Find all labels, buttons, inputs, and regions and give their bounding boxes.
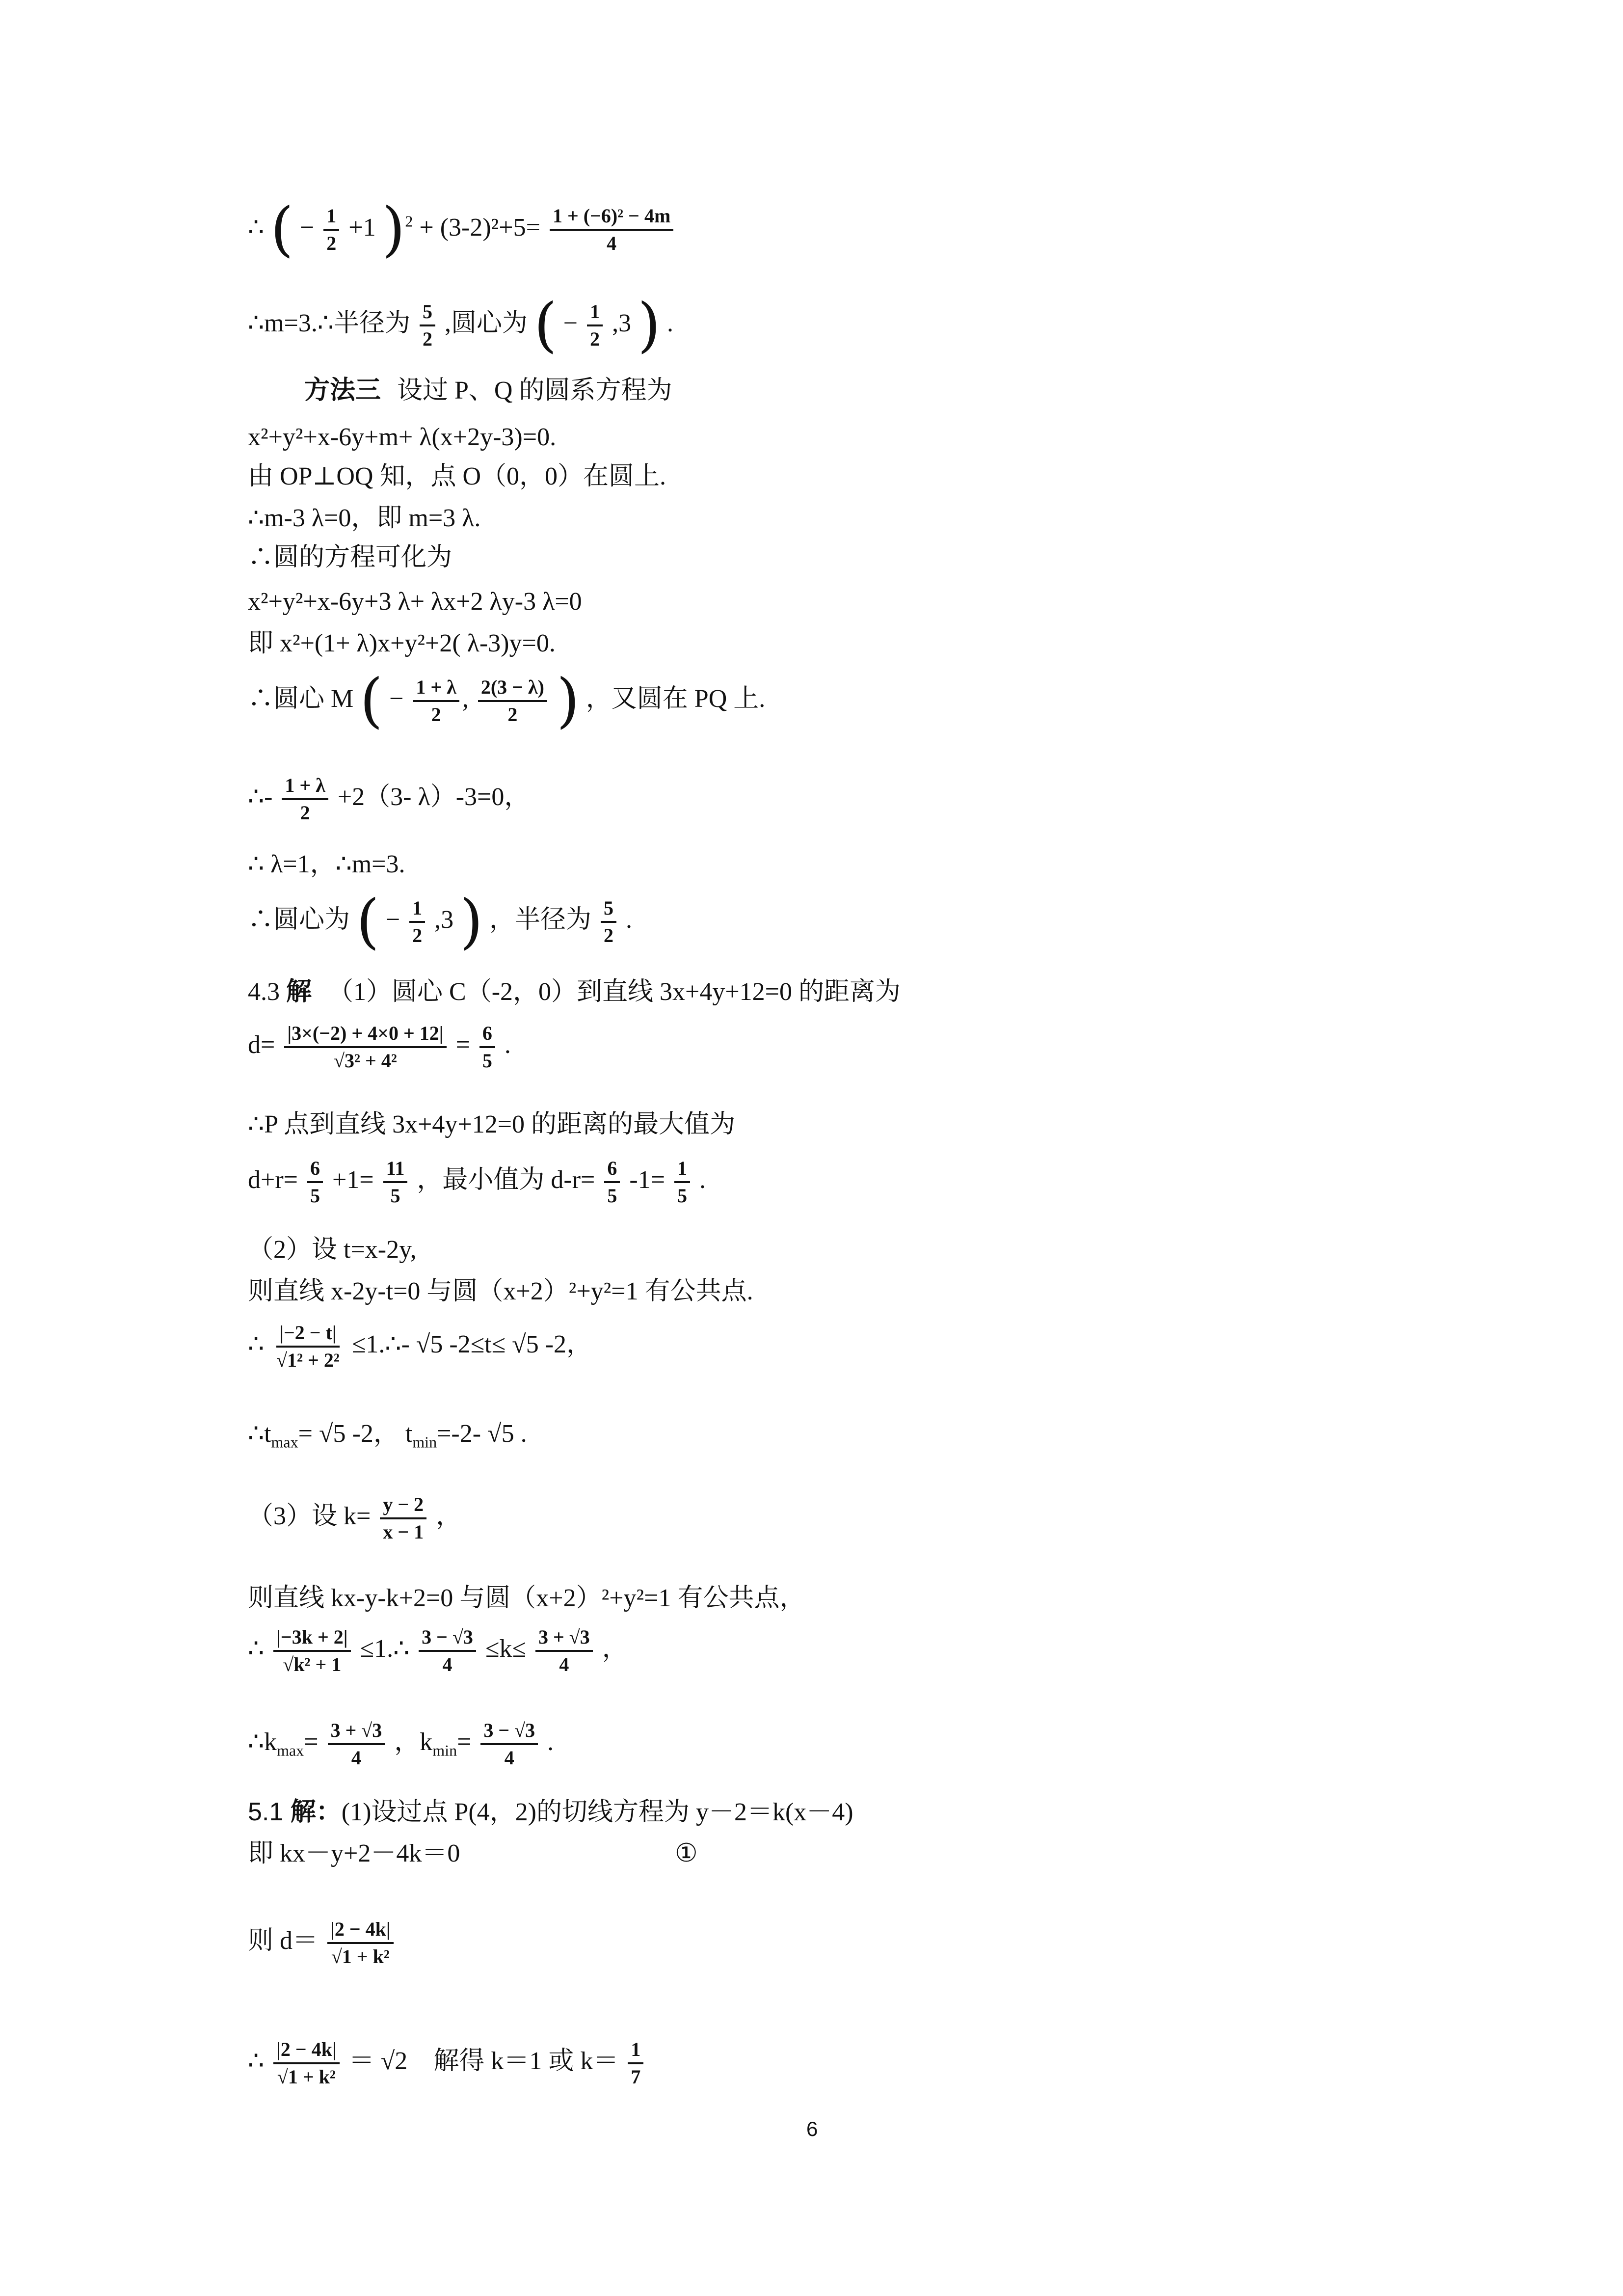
frac-num: |2 − 4k| [327, 1919, 394, 1944]
frac-den: 2 [507, 703, 518, 726]
left-paren: ( [270, 195, 293, 264]
text: ， [602, 1634, 628, 1663]
text: ∴ [248, 1330, 265, 1358]
frac-den: 2 [590, 328, 600, 350]
frac-den: √1² + 2² [276, 1349, 340, 1371]
text: ,3 [612, 309, 632, 337]
frac-num: 5 [601, 898, 616, 923]
fraction-rhs [550, 206, 673, 253]
text: . [547, 1728, 554, 1756]
subscript: min [412, 1433, 437, 1451]
sqrt-five: √5 [487, 1420, 514, 1448]
frac-num: |−2 − t| [276, 1323, 340, 1348]
fraction-distance [284, 1024, 446, 1071]
right-paren: ) [460, 888, 483, 956]
frac-den: 7 [631, 2066, 641, 2088]
fraction-radius [601, 898, 616, 945]
frac-den: 2 [300, 802, 310, 824]
page-number: 6 [806, 2117, 818, 2140]
text: ≤1.∴ [360, 1634, 410, 1663]
fraction [273, 2040, 340, 2087]
minus-sign: − [385, 905, 400, 934]
frac-den: √3² + 4² [334, 1050, 397, 1072]
text: = [455, 1030, 470, 1059]
eq-line-5: 由 OP⊥OQ 知，点 O（0，0）在圆上. [248, 462, 666, 490]
frac-num: 1 [323, 206, 339, 231]
text: . [666, 309, 673, 337]
frac-num: 3 + √3 [535, 1627, 593, 1652]
text: d= [248, 1030, 275, 1059]
eq-line-9: 即 x²+(1+ λ)x+y²+2( λ-3)y=0. [248, 629, 556, 657]
frac-den: 2 [422, 328, 432, 350]
eq-line-17 [248, 1159, 706, 1206]
text: （3）设 k= [248, 1502, 371, 1530]
frac-den: 2 [326, 232, 337, 254]
text: ，最小值为 d-r= [417, 1165, 595, 1194]
text: ∴圆心 M [248, 684, 354, 713]
frac-den: 4 [559, 1653, 569, 1675]
fraction [273, 1323, 343, 1370]
frac-num: 5 [420, 302, 435, 326]
text: ∴k [248, 1728, 277, 1756]
text: . [520, 1420, 527, 1448]
text: = [457, 1728, 472, 1756]
eq-line-7: ∴圆的方程可化为 [248, 543, 452, 571]
eq-line-11 [248, 776, 530, 823]
fraction-half [409, 898, 425, 945]
text: ≤k≤ [485, 1634, 526, 1663]
text: ∴圆心为 [248, 905, 350, 934]
eq-line-1 [248, 195, 676, 264]
eq-line-8: x²+y²+x-6y+3 λ+ λx+2 λy-3 λ=0 [248, 588, 582, 616]
text: . [504, 1030, 511, 1059]
frac-num: 3 + √3 [328, 1721, 385, 1745]
eq-line-18: （2）设 t=x-2y, [248, 1236, 417, 1264]
frac-den: 4 [504, 1747, 514, 1769]
solution-label: 解： [290, 1798, 342, 1826]
frac-den: √1 + k² [277, 2066, 336, 2088]
fraction [604, 1159, 620, 1206]
text: d+r= [248, 1165, 298, 1194]
fraction [535, 1627, 593, 1675]
frac-den: √k² + 1 [283, 1653, 342, 1675]
fraction-half [587, 302, 603, 349]
frac-num: |−3k + 2| [273, 1627, 350, 1652]
fraction [328, 1721, 385, 1768]
frac-den: √1 + k² [331, 1945, 390, 1968]
frac-den: 5 [677, 1185, 688, 1207]
text: (1)设过点 P(4，2)的切线方程为 y－2＝k(x－4) [341, 1798, 853, 1826]
fraction [327, 1919, 394, 1967]
minus-sign: − [299, 213, 315, 242]
circled-one-marker: ① [675, 1839, 698, 1867]
text: -2， [352, 1420, 399, 1448]
right-paren: ) [382, 195, 405, 264]
fraction [419, 1627, 476, 1675]
text: 解得 k＝1 或 k＝ [433, 2047, 619, 2075]
fraction-radius [420, 302, 435, 349]
eq-line-28 [248, 1919, 397, 1967]
text: ∴ [248, 2047, 265, 2075]
text: +2（3- λ）-3=0， [337, 783, 530, 811]
text: +1= [332, 1165, 374, 1194]
eq-line-12: ∴ λ=1，∴m=3. [248, 850, 405, 878]
text: 则 d＝ [248, 1926, 319, 1955]
eq-line-16: ∴P 点到直线 3x+4y+12=0 的距离的最大值为 [248, 1110, 736, 1138]
problem-number: 5.1 [248, 1798, 284, 1826]
frac-num: |2 − 4k| [273, 2040, 340, 2064]
frac-den: 4 [442, 1653, 452, 1675]
subscript: max [277, 1741, 304, 1759]
problem-5-1-heading [248, 1799, 853, 1825]
fraction [282, 776, 328, 823]
eq-line-21 [248, 1420, 527, 1451]
frac-den: 5 [607, 1185, 617, 1207]
sqrt-five: √5 [416, 1330, 443, 1358]
frac-num: 1 + λ [282, 776, 328, 800]
eq-line-27 [248, 1839, 698, 1867]
eq-line-25 [248, 1721, 554, 1768]
eq-line-2 [248, 291, 673, 359]
fraction [628, 2040, 643, 2087]
eq-line-6: ∴m-3 λ=0，即 m=3 λ. [248, 504, 481, 532]
fraction [413, 677, 459, 725]
frac-num: 1 [628, 2040, 643, 2064]
text: . [626, 905, 633, 934]
left-paren: ( [360, 667, 383, 735]
text: =-2- [437, 1420, 481, 1448]
text: . [699, 1165, 706, 1194]
frac-den: x − 1 [383, 1521, 424, 1543]
method-three-heading [304, 378, 672, 404]
eq-line-22 [248, 1495, 461, 1542]
solution-label: 解 [286, 978, 312, 1006]
eq-mid: + (3-2)²+5= [419, 213, 540, 242]
frac-num: 6 [307, 1159, 323, 1183]
method-title: 方法三 [304, 377, 381, 405]
problem-number: 4.3 [248, 978, 280, 1006]
text: 即 kx－y+2－4k＝0 [248, 1839, 460, 1867]
fraction-half [323, 206, 339, 253]
fraction [273, 1627, 350, 1675]
frac-num: 11 [383, 1159, 408, 1183]
frac-num: 6 [604, 1159, 620, 1183]
eq-line-4: x²+y²+x-6y+m+ λ(x+2y-3)=0. [248, 423, 557, 451]
frac-den: 4 [351, 1747, 361, 1769]
text: -1= [629, 1165, 665, 1194]
frac-num: 6 [479, 1024, 495, 1048]
frac-num: y − 2 [380, 1495, 426, 1519]
frac-den: 5 [482, 1050, 492, 1072]
frac-den: 2 [431, 703, 441, 726]
fraction [479, 1024, 495, 1071]
text: 设过 P、Q 的圆系方程为 [397, 377, 672, 405]
fraction [478, 677, 547, 725]
fraction [674, 1159, 690, 1206]
text: （1）圆心 C（-2，0）到直线 3x+4y+12=0 的距离为 [328, 978, 901, 1006]
left-paren: ( [533, 291, 557, 359]
text: ∴m=3.∴半径为 [248, 309, 410, 337]
text: ，又圆在 PQ 上. [585, 684, 766, 713]
minus-sign: − [389, 684, 404, 713]
therefore-symbol: ∴ [248, 213, 265, 242]
frac-num: 1 [409, 898, 425, 923]
fraction [307, 1159, 323, 1206]
frac-den: 2 [412, 924, 423, 946]
frac-num: 2(3 − λ) [478, 677, 547, 702]
subscript: max [271, 1433, 298, 1451]
text: ∴- [248, 783, 273, 811]
eq-line-10: ∴圆心 M ( − $\frac{1 + \lambda}{2}$ , $\frac{2(3 - \lambda)}{2}$ ) ，又圆在 PQ 上. [248, 667, 766, 735]
sqrt-five: √5 [512, 1330, 539, 1358]
eq-line-23: 则直线 kx-y-k+2=0 与圆（x+2）²+y²=1 有公共点， [248, 1584, 805, 1612]
frac-num: 1 [587, 302, 603, 326]
text: = [304, 1728, 319, 1756]
right-paren: ) [556, 667, 580, 735]
frac-num: 1 + (−6)² − 4m [550, 206, 673, 231]
frac-den: 4 [607, 232, 617, 254]
plus-one: +1 [348, 213, 376, 242]
frac-den: 5 [310, 1185, 320, 1207]
text: ∴ [248, 1634, 265, 1663]
frac-num: 3 − √3 [419, 1627, 476, 1652]
frac-den: 2 [604, 924, 614, 946]
subscript: min [432, 1741, 457, 1759]
text: ，半径为 [489, 905, 592, 934]
frac-num: |3×(−2) + 4×0 + 12| [284, 1024, 446, 1048]
fraction [383, 1159, 408, 1206]
eq-line-19: 则直线 x-2y-t=0 与圆（x+2）²+y²=1 有公共点. [248, 1277, 753, 1305]
sqrt-two: √2 [380, 2047, 408, 2075]
eq-line-24 [248, 1627, 628, 1675]
text: ，k [394, 1728, 433, 1756]
text: -2， [545, 1330, 592, 1358]
frac-num: 3 − √3 [480, 1721, 538, 1745]
text: t [405, 1420, 413, 1448]
exponent: 2 [405, 212, 413, 230]
frac-num: 1 + λ [413, 677, 459, 702]
fraction [480, 1721, 538, 1768]
sqrt-five: √5 [319, 1420, 346, 1448]
text: ,3 [434, 905, 454, 934]
eq-line-13 [248, 888, 633, 956]
text: ∴t [248, 1420, 271, 1448]
text: ≤1.∴- [351, 1330, 410, 1358]
right-paren: ) [638, 291, 661, 359]
problem-4-3-heading [248, 979, 901, 1005]
minus-sign: − [563, 309, 578, 337]
text: ＝ [348, 2047, 374, 2075]
text: = [298, 1420, 313, 1448]
text: -2≤t≤ [449, 1330, 506, 1358]
text: ,圆心为 [444, 309, 528, 337]
eq-line-20 [248, 1323, 592, 1370]
fraction [380, 1495, 426, 1542]
text: ， [436, 1502, 462, 1530]
eq-line-15 [248, 1024, 511, 1071]
frac-den: 5 [390, 1185, 400, 1207]
frac-num: 1 [674, 1159, 690, 1183]
eq-line-29 [248, 2040, 646, 2087]
left-paren: ( [356, 888, 379, 956]
